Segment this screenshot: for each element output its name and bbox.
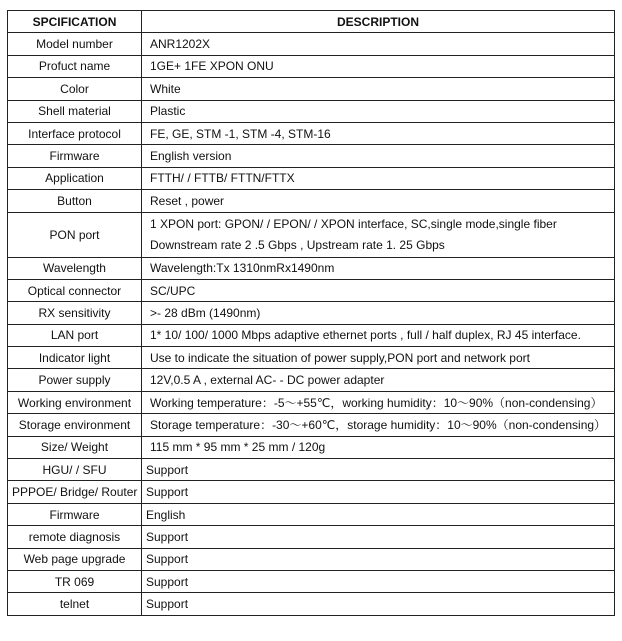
spec-value: Wavelength:Tx 1310nmRx1490nm: [142, 257, 615, 279]
spec-value: Support: [142, 548, 615, 570]
table-row: [8, 145, 615, 167]
table-row: [8, 212, 615, 257]
spec-value: FTTH/ / FTTB/ FTTN/FTTX: [142, 167, 615, 189]
spec-value: SC/UPC: [142, 279, 615, 301]
table-row: [8, 122, 615, 144]
spec-value: White: [142, 78, 615, 100]
table-row: [8, 78, 615, 100]
spec-value: Working temperature：-5～+55℃，working humidity：10～90%（non-condensing）: [142, 391, 615, 413]
table-header-row: [8, 11, 615, 33]
table-row: [8, 459, 615, 481]
spec-value: 115 mm * 95 mm * 25 mm / 120g: [142, 436, 615, 458]
description-header: DESCRIPTION: [142, 11, 615, 33]
table-row: [8, 570, 615, 592]
spec-label: Wavelength: [8, 257, 142, 279]
table-row: [8, 33, 615, 55]
spec-label: Firmware: [8, 145, 142, 167]
spec-label: Color: [8, 78, 142, 100]
table-row: [8, 481, 615, 503]
spec-label: Shell material: [8, 100, 142, 122]
spec-value: Storage temperature：-30～+60℃，storage humidity：10～90%（non-condensing）: [142, 414, 615, 436]
table-row: [8, 548, 615, 570]
spec-label: Profuct name: [8, 55, 142, 77]
table-row: [8, 347, 615, 369]
spec-value: 1GE+ 1FE XPON ONU: [142, 55, 615, 77]
spec-label: Power supply: [8, 369, 142, 391]
spec-label: Indicator light: [8, 347, 142, 369]
spec-value: Support: [142, 481, 615, 503]
pon-port-line-1: 1 XPON port: GPON/ / EPON/ / XPON interface, SC,single mode,single fiber: [150, 216, 557, 231]
table-row: [8, 257, 615, 279]
table-row: [8, 302, 615, 324]
spec-value: FE, GE, STM -1, STM -4, STM-16: [142, 122, 615, 144]
spec-value: ANR1202X: [142, 33, 615, 55]
spec-label: Size/ Weight: [8, 436, 142, 458]
spec-value: [142, 212, 615, 257]
pon-port-line-2: Downstream rate 2 .5 Gbps , Upstream rate 1. 25 Gbps: [150, 237, 445, 252]
spec-value: 1* 10/ 100/ 1000 Mbps adaptive ethernet ports , full / half duplex, RJ 45 interface.: [142, 324, 615, 346]
table-row: [8, 391, 615, 413]
spec-label: Application: [8, 167, 142, 189]
table-row: [8, 167, 615, 189]
spec-label: Working environment: [8, 391, 142, 413]
spec-value: Support: [142, 593, 615, 615]
specification-table: [7, 10, 615, 616]
spec-label: Web page upgrade: [8, 548, 142, 570]
spec-label: TR 069: [8, 570, 142, 592]
spec-label: remote diagnosis: [8, 526, 142, 548]
spec-value: Use to indicate the situation of power supply,PON port and network port: [142, 347, 615, 369]
spec-value: English: [142, 503, 615, 525]
spec-label: Storage environment: [8, 414, 142, 436]
table-row: [8, 190, 615, 212]
spec-value: Support: [142, 526, 615, 548]
spec-label: RX sensitivity: [8, 302, 142, 324]
table-row: [8, 279, 615, 301]
spec-label: Interface protocol: [8, 122, 142, 144]
table-row: [8, 369, 615, 391]
spec-label: Firmware: [8, 503, 142, 525]
spec-label: Button: [8, 190, 142, 212]
spec-value: Reset , power: [142, 190, 615, 212]
spec-value: >- 28 dBm (1490nm): [142, 302, 615, 324]
table-row: [8, 100, 615, 122]
spec-label: PPPOE/ Bridge/ Router: [8, 481, 142, 503]
spec-label: LAN port: [8, 324, 142, 346]
table-row: [8, 324, 615, 346]
spec-value: Support: [142, 459, 615, 481]
table-row: [8, 436, 615, 458]
table-row: [8, 503, 615, 525]
table-row: [8, 414, 615, 436]
spec-value: Support: [142, 570, 615, 592]
table-row: [8, 526, 615, 548]
spec-label: PON port: [8, 212, 142, 257]
spec-label: HGU/ / SFU: [8, 459, 142, 481]
table-row: [8, 55, 615, 77]
spec-value: Plastic: [142, 100, 615, 122]
spec-value: 12V,0.5 A , external AC- - DC power adapter: [142, 369, 615, 391]
spec-label: Model number: [8, 33, 142, 55]
spec-value: English version: [142, 145, 615, 167]
spec-label: telnet: [8, 593, 142, 615]
table-row: [8, 593, 615, 615]
spec-label: Optical connector: [8, 279, 142, 301]
specification-header: SPCIFICATION: [8, 11, 142, 33]
